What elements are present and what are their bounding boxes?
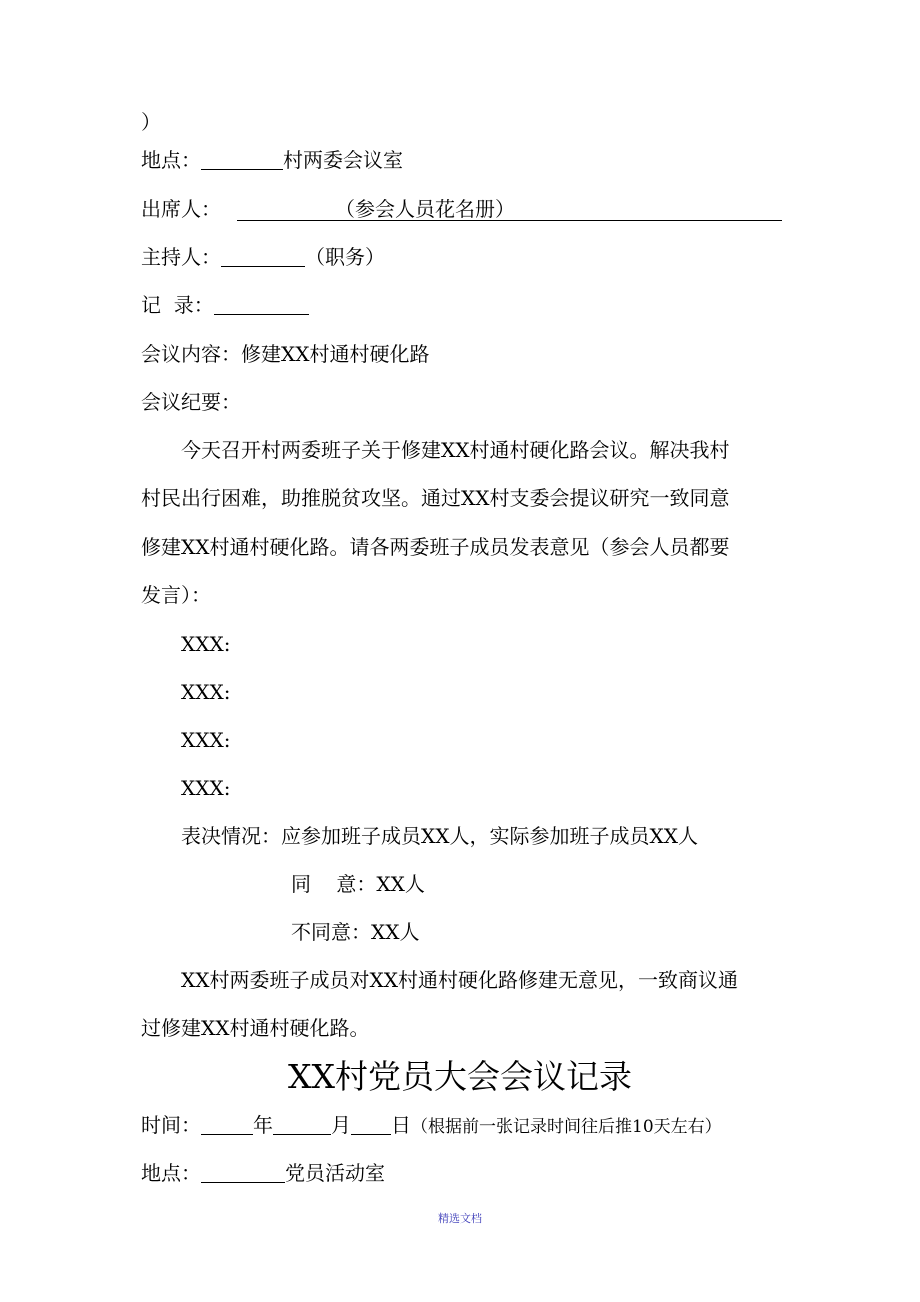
time-label: 时间： [141, 1113, 201, 1137]
location-value: 村两委会议室 [283, 148, 403, 172]
speaker-line: XXX: [181, 728, 231, 752]
attendees-line [141, 197, 221, 221]
paragraph-line: 今天召开村两委班子关于修建XX村通村硬化路会议。解决我村 [181, 438, 730, 462]
paragraph-line: 村民出行困难，助推脱贫攻坚。通过XX村支委会提议研究一致同意 [141, 486, 730, 510]
attendees-label: 出席人： [141, 197, 221, 221]
content-value: 修建XX村通村硬化路 [241, 342, 430, 366]
closing-parenthesis: ） [141, 110, 161, 134]
host-label: 主持人： [141, 245, 221, 269]
paragraph-line: XX村两委班子成员对XX村通村硬化路修建无意见，一致商议通 [181, 968, 738, 992]
content-label: 会议内容： [141, 342, 241, 366]
host-blank [221, 246, 305, 267]
attendees-underline [237, 197, 782, 221]
vote-label: 表决情况： [181, 824, 281, 848]
location2-line [141, 1161, 385, 1185]
recorder-blank [214, 294, 309, 315]
location-line [141, 148, 403, 172]
meeting-title: XX村党员大会会议记录 [288, 1057, 632, 1096]
location-blank [201, 149, 283, 170]
vote-value: 应参加班子成员XX人，实际参加班子成员XX人 [281, 824, 698, 848]
paragraph-line: 过修建XX村通村硬化路。 [141, 1016, 370, 1040]
month-label: 月 [331, 1113, 351, 1137]
paragraph-line: 修建XX村通村硬化路。请各两委班子成员发表意见（参会人员都要 [141, 535, 730, 559]
day-label: 日 [391, 1113, 411, 1137]
vote-line [181, 824, 698, 848]
recorder-label: 记 录： [141, 293, 214, 317]
host-line [141, 245, 385, 269]
speaker-line: XXX: [181, 776, 231, 800]
vote-agree: 同 意：XX人 [291, 872, 425, 896]
speaker-line: XXX: [181, 680, 231, 704]
year-label: 年 [253, 1113, 273, 1137]
speaker-line: XXX: [181, 632, 231, 656]
time-note: （根据前一张记录时间往后推10天左右） [411, 1117, 722, 1137]
footer-text: 精选文档 [438, 1212, 482, 1225]
time-line [141, 1113, 722, 1139]
vote-disagree: 不同意：XX人 [291, 920, 420, 944]
location2-label: 地点： [141, 1161, 201, 1185]
attendees-value: （参会人员花名册） [335, 197, 515, 221]
recorder-line [141, 293, 309, 317]
month-blank [273, 1114, 331, 1135]
content-line [141, 342, 429, 366]
day-blank [351, 1114, 391, 1135]
summary-label: 会议纪要： [141, 390, 241, 414]
location2-value: 党员活动室 [285, 1161, 385, 1185]
host-value: （职务） [305, 245, 385, 269]
location2-blank [201, 1162, 285, 1183]
year-blank [201, 1114, 253, 1135]
location-label: 地点： [141, 148, 201, 172]
paragraph-line: 发言）： [141, 583, 211, 607]
